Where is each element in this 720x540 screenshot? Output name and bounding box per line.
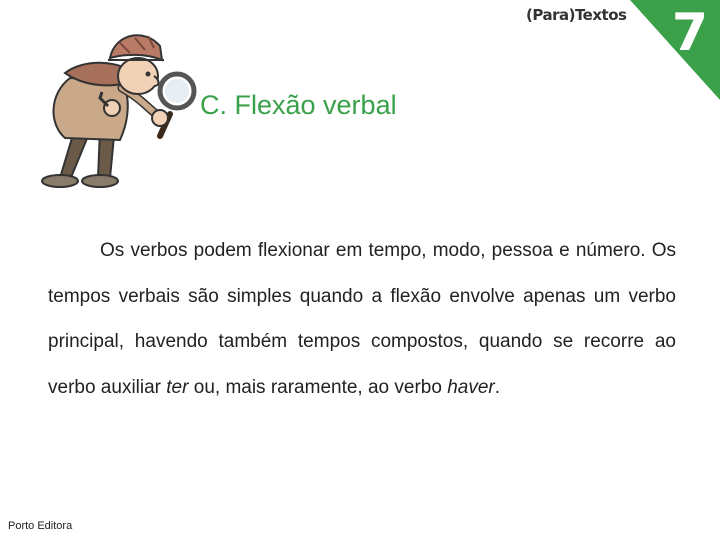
grade-number: 7 <box>671 3 709 63</box>
brand-logo: (Para)Textos <box>526 6 627 24</box>
paragraph-text-part3: . <box>494 376 501 398</box>
detective-with-magnifying-glass-icon <box>30 18 205 193</box>
body-paragraph <box>48 228 676 410</box>
paragraph-text-part1: Os verbos podem flexionar em tempo, modo, pessoa e número. Os tempos verbais são simples quando a flexão envolve apenas um verbo principal, havendo também tempos compostos, quando se recorre ao verbo auxiliar <box>48 240 676 398</box>
publisher-footer: Porto Editora <box>8 520 73 532</box>
paragraph-emphasis-haver: haver <box>447 376 495 398</box>
grade-corner-badge <box>630 0 720 100</box>
paragraph-emphasis-ter: ter <box>166 376 189 398</box>
paragraph-text-part2: ou, mais raramente, ao verbo <box>188 376 448 398</box>
page-title: C. Flexão verbal <box>200 90 397 120</box>
